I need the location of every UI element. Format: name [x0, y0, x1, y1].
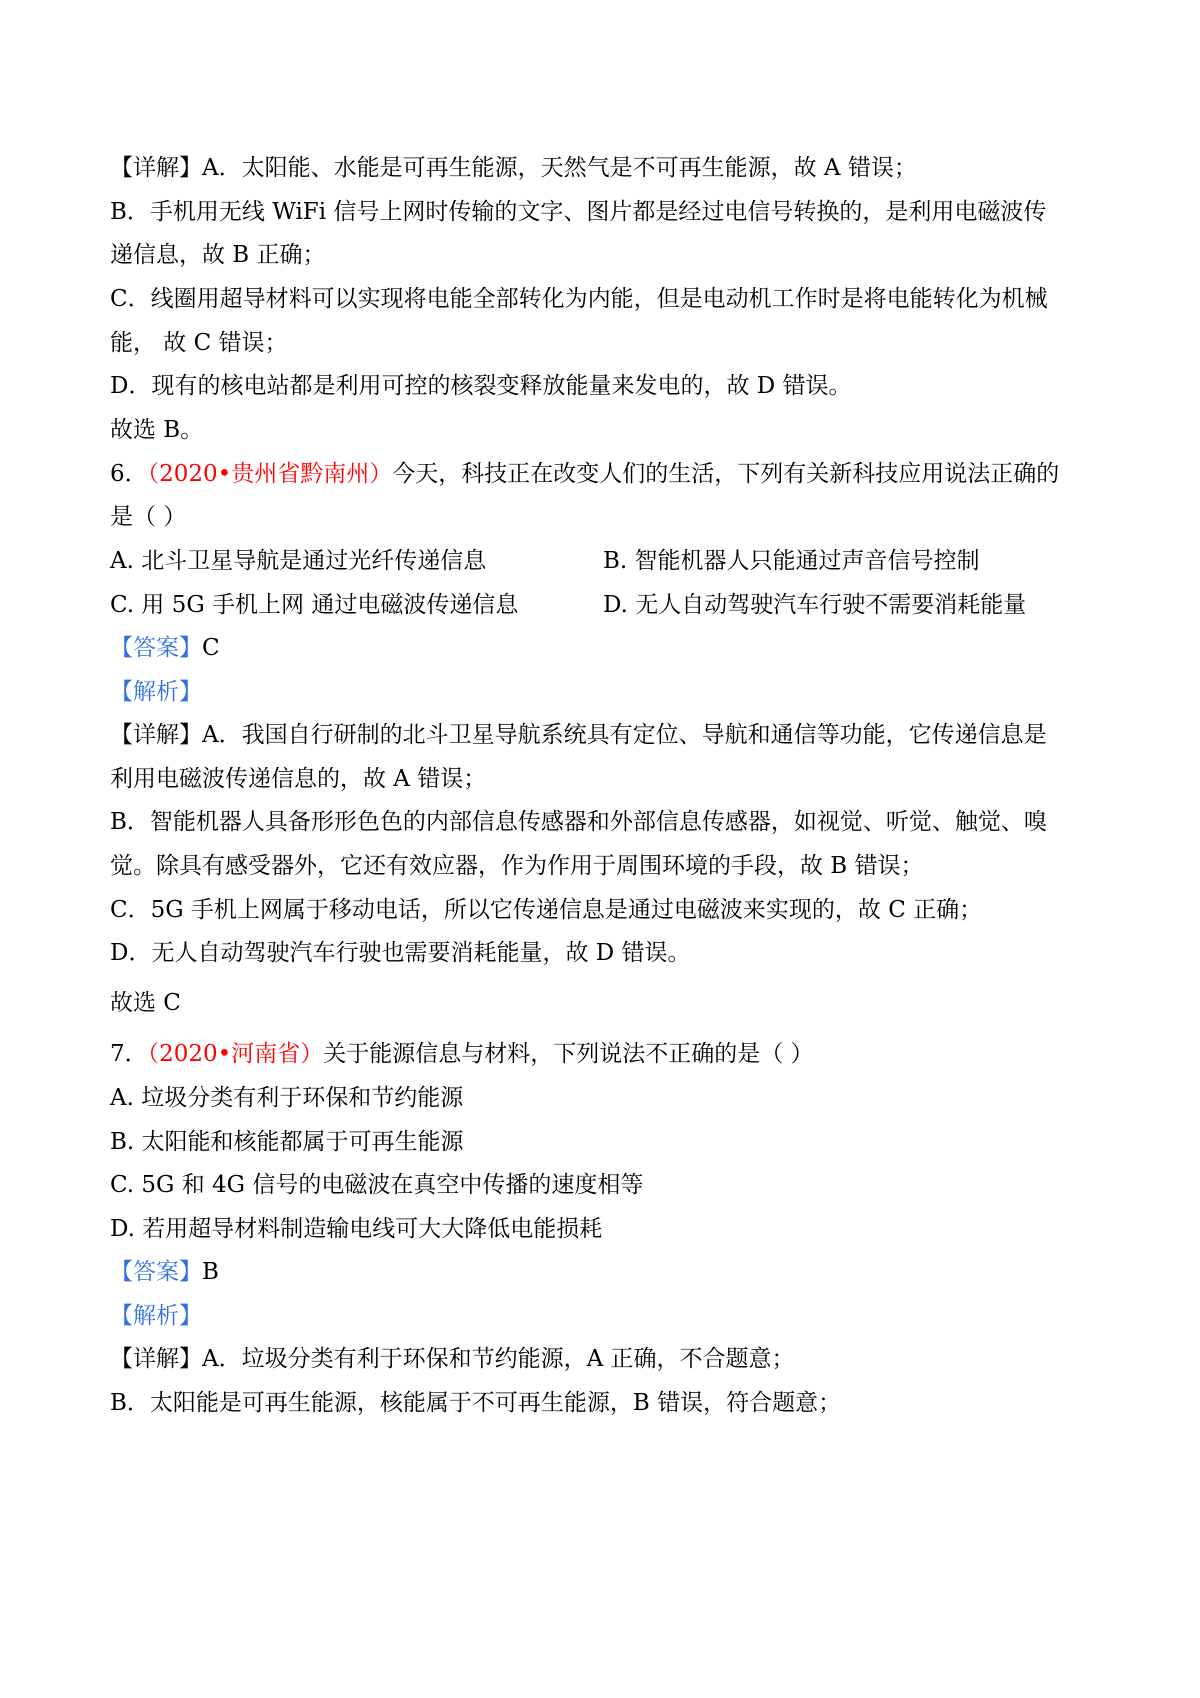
q7-detail-a: [110, 1344, 1100, 1376]
q6-detail-a-line1: [110, 720, 1100, 752]
q6-option-a: A. 北斗卫星导航是通过光纤传递信息: [110, 548, 487, 574]
q6-option-b: B. 智能机器人只能通过声音信号控制: [603, 548, 980, 574]
q5-detail-d: D．现有的核电站都是利用可控的核裂变释放能量来发电的，故 D 错误。: [110, 373, 852, 399]
q7-detail-a-text: A．垃圾分类有利于环保和节约能源，A 正确，不合题意；: [202, 1346, 795, 1372]
q6-option-c: C. 用 5G 手机上网 通过电磁波传递信息: [110, 592, 519, 618]
q5-detail-b-line1: B．手机用无线 WiFi 信号上网时传输的文字、图片都是经过电信号转换的，是利用电磁波传: [110, 199, 1047, 225]
q7-number: 7．: [110, 1041, 148, 1067]
q7-answer: [110, 1257, 1100, 1289]
q7-stem: [110, 1039, 1100, 1071]
q5-detail-b-line2: 递信息，故 B 正确；: [110, 242, 326, 268]
q5-detail-a-text: A．太阳能、水能是可再生能源，天然气是不可再生能源，故 A 错误；: [202, 155, 917, 181]
q6-detail-a-line2: 利用电磁波传递信息的，故 A 错误；: [110, 766, 487, 792]
q7-detail-label: 【详解】: [110, 1346, 202, 1372]
q7-answer-value: B: [202, 1259, 219, 1285]
q7-stem-text: 关于能源信息与材料，下列说法不正确的是（ ）: [323, 1041, 814, 1067]
q6-stem-text: 今天，科技正在改变人们的生活，下列有关新科技应用说法正确的: [392, 461, 1060, 487]
q5-detail-a: [110, 153, 1100, 185]
q6-answer-value: C: [202, 635, 220, 661]
q6-number: 6．: [110, 461, 148, 487]
q5-detail-c-line1: C．线圈用超导材料可以实现将电能全部转化为内能，但是电动机工作时是将电能转化为机械: [110, 286, 1048, 312]
q7-analysis-label: 【解析】: [110, 1303, 202, 1329]
q5-detail-c-line2: 能， 故 C 错误；: [110, 330, 288, 356]
q5-detail-label: 【详解】: [110, 155, 202, 181]
q5-conclusion: 故选 B。: [110, 417, 204, 443]
q6-detail-b-line1: B．智能机器人具备形形色色的内部信息传感器和外部信息传感器，如视觉、听觉、触觉、嗅: [110, 809, 1047, 835]
q6-detail-d: D．无人自动驾驶汽车行驶也需要消耗能量，故 D 错误。: [110, 940, 691, 966]
q6-detail-label: 【详解】: [110, 722, 202, 748]
q6-analysis-label: 【解析】: [110, 679, 202, 705]
q6-conclusion: 故选 C: [110, 990, 181, 1016]
q6-detail-a-text: A．我国自行研制的北斗卫星导航系统具有定位、导航和通信等功能，它传递信息是: [202, 722, 1047, 748]
q6-answer: [110, 633, 1100, 665]
q6-stem-line1: [110, 459, 1100, 491]
q7-source: （2020•河南省）: [147, 1041, 324, 1067]
q6-option-d: D. 无人自动驾驶汽车行驶不需要消耗能量: [603, 592, 1027, 618]
q7-option-b: B. 太阳能和核能都属于可再生能源: [110, 1129, 464, 1155]
q7-option-a: A. 垃圾分类有利于环保和节约能源: [110, 1085, 464, 1111]
q6-source: （2020•贵州省黔南州）: [147, 461, 393, 487]
q6-stem-line2: 是（ ）: [110, 504, 187, 530]
q7-answer-label: 【答案】: [110, 1259, 202, 1285]
q7-option-c: C. 5G 和 4G 信号的电磁波在真空中传播的速度相等: [110, 1172, 644, 1198]
q7-option-d: D. 若用超导材料制造输电线可大大降低电能损耗: [110, 1216, 603, 1242]
q6-answer-label: 【答案】: [110, 635, 202, 661]
q7-detail-b: B．太阳能是可再生能源，核能属于不可再生能源，B 错误，符合题意；: [110, 1390, 842, 1416]
q6-detail-b-line2: 觉。除具有感受器外，它还有效应器，作为作用于周围环境的手段，故 B 错误；: [110, 853, 924, 879]
q6-detail-c: C．5G 手机上网属于移动电话，所以它传递信息是通过电磁波来实现的，故 C 正确；: [110, 897, 983, 923]
